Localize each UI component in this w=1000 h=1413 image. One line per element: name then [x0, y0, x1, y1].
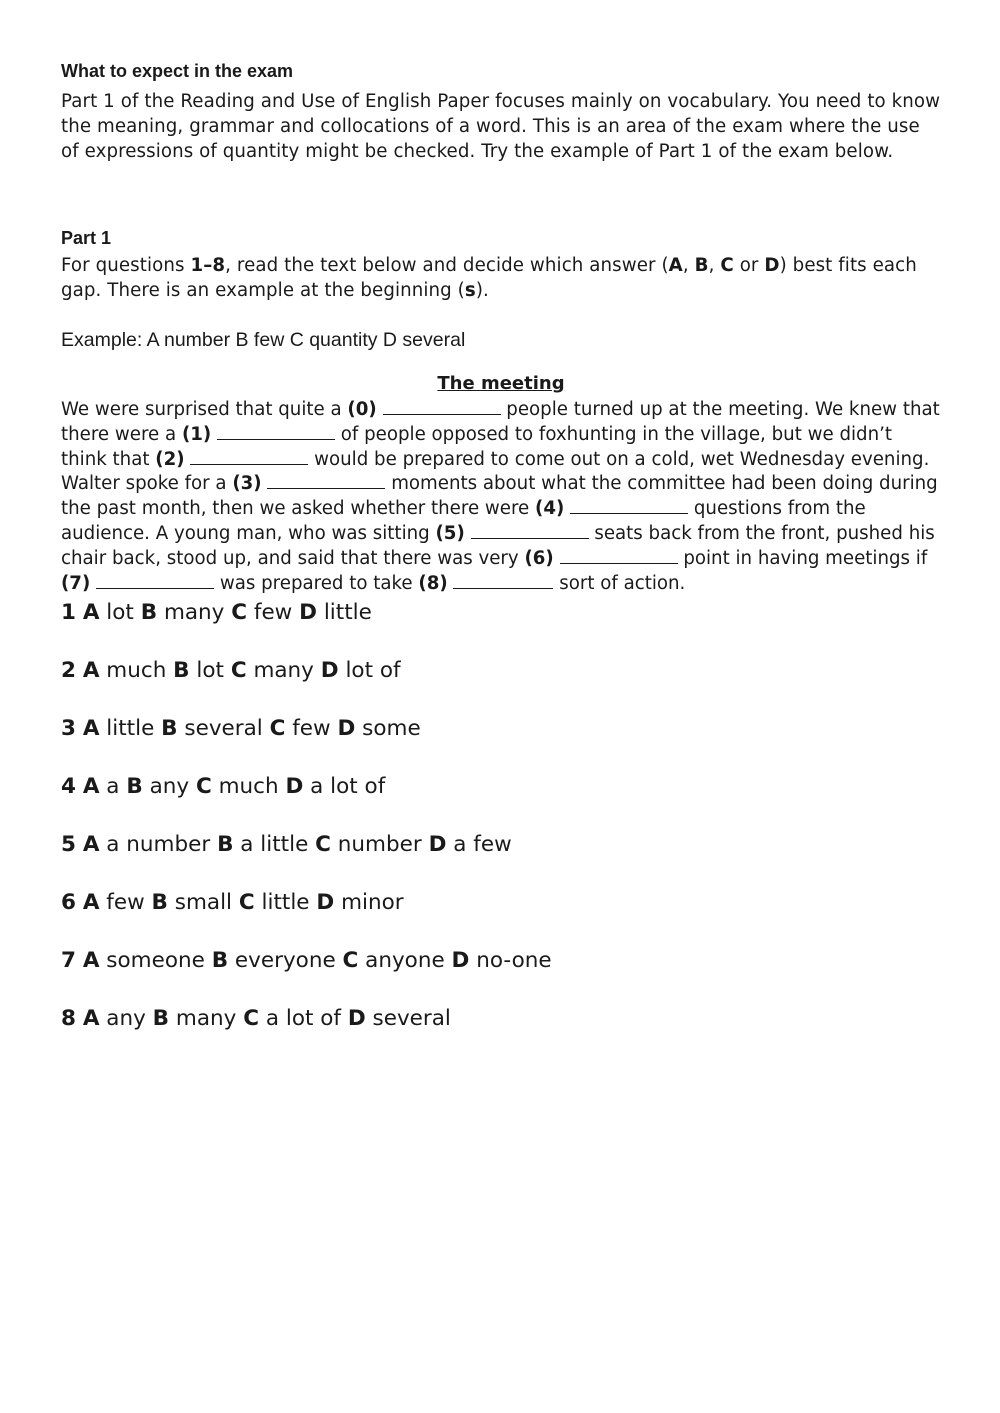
gap-label: (5) — [435, 522, 465, 544]
gap-blank[interactable] — [471, 522, 589, 539]
question-item: 3 A little B several C few D some — [61, 716, 421, 742]
question-list — [61, 598, 941, 1034]
intro-paragraph: Part 1 of the Reading and Use of English Paper focuses mainly on vocabulary. You need to know the meaning, grammar and collocations of a word. This is an area of the exam where the use of expressions of quantity might be checked. Try the example of Part 1 of the exam below. — [61, 91, 941, 162]
gap-label: (3) — [232, 473, 262, 495]
question-item: 6 A few B small C little D minor — [61, 890, 404, 916]
question-item: 7 A someone B everyone C anyone D no-one — [61, 948, 552, 974]
part-heading: Part 1 — [61, 228, 112, 249]
gap-blank[interactable] — [190, 448, 308, 465]
question-item: 5 A a number B a little C number D a few — [61, 832, 512, 858]
gap-blank[interactable] — [453, 572, 553, 589]
gap-blank[interactable] — [383, 398, 501, 415]
question-item: 8 A any B many C a lot of D several — [61, 1006, 451, 1032]
text-title: The meeting — [437, 372, 565, 394]
part-instructions: For questions 1–8, read the text below and decide which answer (A, B, C or D) best fits each gap. There is an example at the beginning (s). — [61, 255, 917, 302]
intro-heading: What to expect in the exam — [61, 61, 294, 81]
gap-blank[interactable] — [560, 547, 678, 564]
gap-blank[interactable] — [217, 423, 335, 440]
gap-blank[interactable] — [267, 472, 385, 489]
gap-label: (1) — [181, 423, 212, 445]
gap-label: (4) — [535, 498, 565, 520]
question-item: 2 A much B lot C many D lot of — [61, 658, 401, 684]
question-item: 1 A lot B many C few D little — [61, 600, 372, 626]
gap-blank[interactable] — [570, 497, 688, 514]
worksheet-page — [61, 58, 941, 1034]
gap-label: (7) — [61, 572, 91, 594]
question-item: 4 A a B any C much D a lot of — [61, 774, 386, 800]
example-line: Example: A number B few C quantity D several — [61, 328, 466, 351]
gap-label: (6) — [524, 547, 554, 569]
gap-blank[interactable] — [96, 572, 214, 589]
gap-label: (2) — [155, 448, 185, 470]
gap-label: (8) — [418, 572, 448, 594]
cloze-text: We were surprised that quite a (0) people turned up at the meeting. We knew that there were a (1) of people opposed to foxhunting in the village, but we didn’t think that (2) would be prepared to come out on a cold, wet Wednesday evening. Walter spoke for a (3) moments about what the committee had been doing during the past month, then we asked whether there were (4) questions from the audience. A young man, who was sitting (5) seats back from the front, pushed his chair back, stood up, and said that there was very (6) point in having meetings if (7) was prepared to take (8) sort of action. — [61, 398, 940, 594]
gap-label: (0) — [347, 398, 377, 420]
